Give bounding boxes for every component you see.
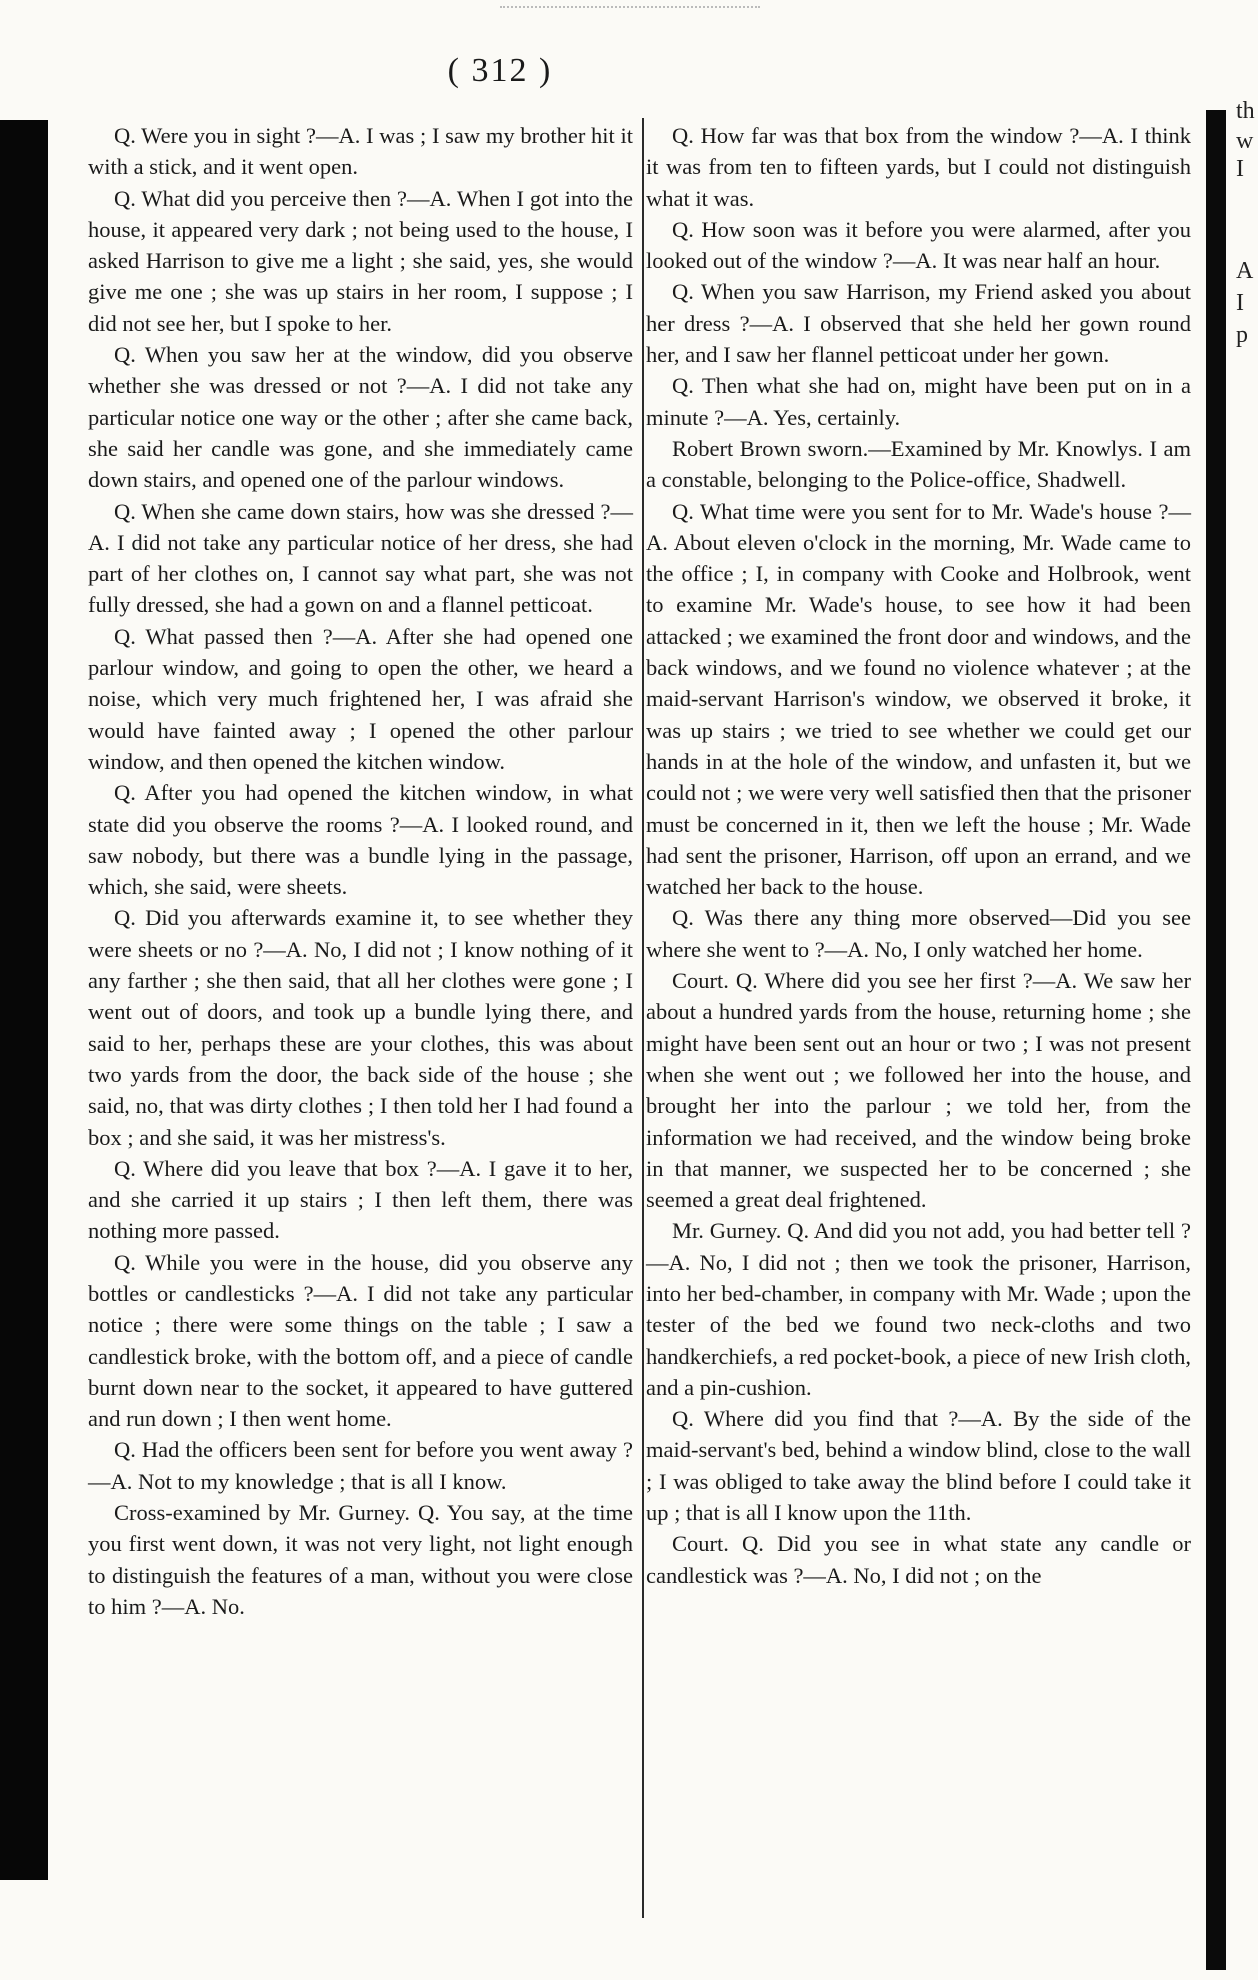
left-paragraph-8: Q. Where did you leave that box ?—A. I gave it to her, and she carried it up stairs ; I then left them, there was nothing more passed. bbox=[88, 1155, 633, 1244]
left-paragraph-5: Q. What passed then ?—A. After she had opened one parlour window, and going to open the other, we heard a noise, which very much frightened her, I was afraid she would have fainted away ; I opened the other parlour window, and then opened the kitchen window. bbox=[88, 623, 633, 774]
right-paragraph-6: Q. What time were you sent for to Mr. Wade's house ?—A. About eleven o'clock in the morning, Mr. Wade came to the office ; I, in company with Cooke and Holbrook, went to examine Mr. Wade's house, to see how it had been attacked ; we examined the front door and windows, and the back windows, and we found no violence whatever ; at the maid-servant Harrison's window, we observed it broke, it was up stairs ; we tried to see whether we could get our hands in at the hole of the window, and unfasten it, but we could not ; we were very well satisfied then that the prisoner must be concerned in it, then we left the house ; Mr. Wade had sent the prisoner, Harrison, off upon an errand, and we watched her back to the house. bbox=[646, 498, 1191, 900]
column-divider bbox=[642, 118, 644, 1918]
left-paragraph-10: Q. Had the officers been sent for before you went away ?—A. Not to my knowledge ; that is all I know. bbox=[88, 1437, 633, 1494]
edge-fragment: th bbox=[1236, 98, 1255, 124]
edge-fragment: I bbox=[1236, 290, 1244, 316]
right-paragraph-4: Q. Then what she had on, might have been put on in a minute ?—A. Yes, certainly. bbox=[646, 373, 1191, 430]
edge-fragment: w bbox=[1236, 128, 1254, 154]
page-number: ( 312 ) bbox=[447, 52, 553, 89]
right-paragraph-3: Q. When you saw Harrison, my Friend asked you about her dress ?—A. I observed that she held her gown round her, and I saw her flannel petticoat under her gown. bbox=[646, 279, 1191, 368]
right-paragraph-8: Court. Q. Where did you see her first ?—A. We saw her about a hundred yards from the house, returning home ; she might have been sent out an hour or two ; I was not present when she went out ; we followed her into the house, and brought her into the parlour ; we told her, from the information we had received, and the window being broke in that manner, we suspected her to be concerned ; she seemed a great deal frightened. bbox=[646, 968, 1191, 1213]
edge-fragment: I bbox=[1236, 156, 1244, 182]
scan-noise bbox=[500, 6, 760, 18]
next-page-edge bbox=[1226, 0, 1258, 1980]
left-paragraph-11: Cross-examined by Mr. Gurney. Q. You say, at the time you first went down, it was not very light, not light enough to distinguish the features of a man, without you were close to him ?—A. No. bbox=[88, 1500, 633, 1619]
left-paragraph-3: Q. When you saw her at the window, did you observe whether she was dressed or not ?—A. I did not take any particular notice one way or the other ; after she came back, she said her candle was gone, and she immediately came down stairs, and opened one of the parlour windows. bbox=[88, 342, 633, 493]
right-paragraph-9: Mr. Gurney. Q. And did you not add, you had better tell ?—A. No, I did not ; then we took the prisoner, Harrison, into her bed-chamber, in company with Mr. Wade ; upon the tester of the bed we found two neck-cloths and two handkerchiefs, a red pocket-book, a piece of new Irish cloth, and a pin-cushion. bbox=[646, 1218, 1191, 1400]
edge-fragment: A bbox=[1236, 258, 1254, 284]
left-paragraph-7: Q. Did you afterwards examine it, to see whether they were sheets or no ?—A. No, I did not ; I know nothing of it any farther ; she then said, that all her clothes were gone ; I went out of doors, and took up a bundle lying there, and said to her, perhaps these are your clothes, this was about two yards from the door, the back side of the house ; she said, no, that was dirty clothes ; I then told her I had found a box ; and she said, it was her mistress's. bbox=[88, 905, 633, 1150]
left-paragraph-6: Q. After you had opened the kitchen window, in what state did you observe the rooms ?—A. I looked round, and saw nobody, but there was a bundle lying in the passage, which, she said, were sheets. bbox=[88, 780, 633, 900]
edge-fragment: p bbox=[1236, 322, 1248, 348]
left-paragraph-2: Q. What did you perceive then ?—A. When I got into the house, it appeared very dark ; not being used to the house, I asked Harrison to give me a light ; she said, yes, she would give me one ; she was up stairs in her room, I suppose ; I did not see her, but I spoke to her. bbox=[88, 185, 633, 336]
right-paragraph-1: Q. How far was that box from the window ?—A. I think it was from ten to fifteen yards, but I could not distinguish what it was. bbox=[646, 123, 1191, 211]
left-paragraph-1: Q. Were you in sight ?—A. I was ; I saw my brother hit it with a stick, and it went open. bbox=[88, 123, 633, 180]
left-paragraph-9: Q. While you were in the house, did you observe any bottles or candlesticks ?—A. I did not take any particular notice ; there were some things on the table ; I saw a candlestick broke, with the bottom off, and a piece of candle burnt down near to the socket, it appeared to have guttered and run down ; I then went home. bbox=[88, 1249, 633, 1432]
scan-right-margin-bar bbox=[1206, 110, 1226, 1970]
scan-left-margin-bar bbox=[0, 120, 48, 1880]
left-column bbox=[88, 120, 633, 1622]
right-paragraph-7: Q. Was there any thing more observed—Did you see where she went to ?—A. No, I only watched her home. bbox=[646, 905, 1191, 962]
right-paragraph-10: Q. Where did you find that ?—A. By the side of the maid-servant's bed, behind a window blind, close to the wall ; I was obliged to take away the blind before I could take it up ; that is all I know upon the 11th. bbox=[646, 1406, 1191, 1526]
right-paragraph-11: Court. Q. Did you see in what state any candle or candlestick was ?—A. No, I did not ; on the bbox=[646, 1531, 1191, 1588]
right-paragraph-5: Robert Brown sworn.—Examined by Mr. Knowlys. I am a constable, belonging to the Police-office, Shadwell. bbox=[646, 435, 1191, 493]
right-column bbox=[646, 120, 1191, 1591]
left-paragraph-4: Q. When she came down stairs, how was she dressed ?—A. I did not take any particular notice of her dress, she had part of her clothes on, I cannot say what part, she was not fully dressed, she had a gown on and a flannel petticoat. bbox=[88, 498, 633, 618]
right-paragraph-2: Q. How soon was it before you were alarmed, after you looked out of the window ?—A. It was near half an hour. bbox=[646, 216, 1191, 274]
